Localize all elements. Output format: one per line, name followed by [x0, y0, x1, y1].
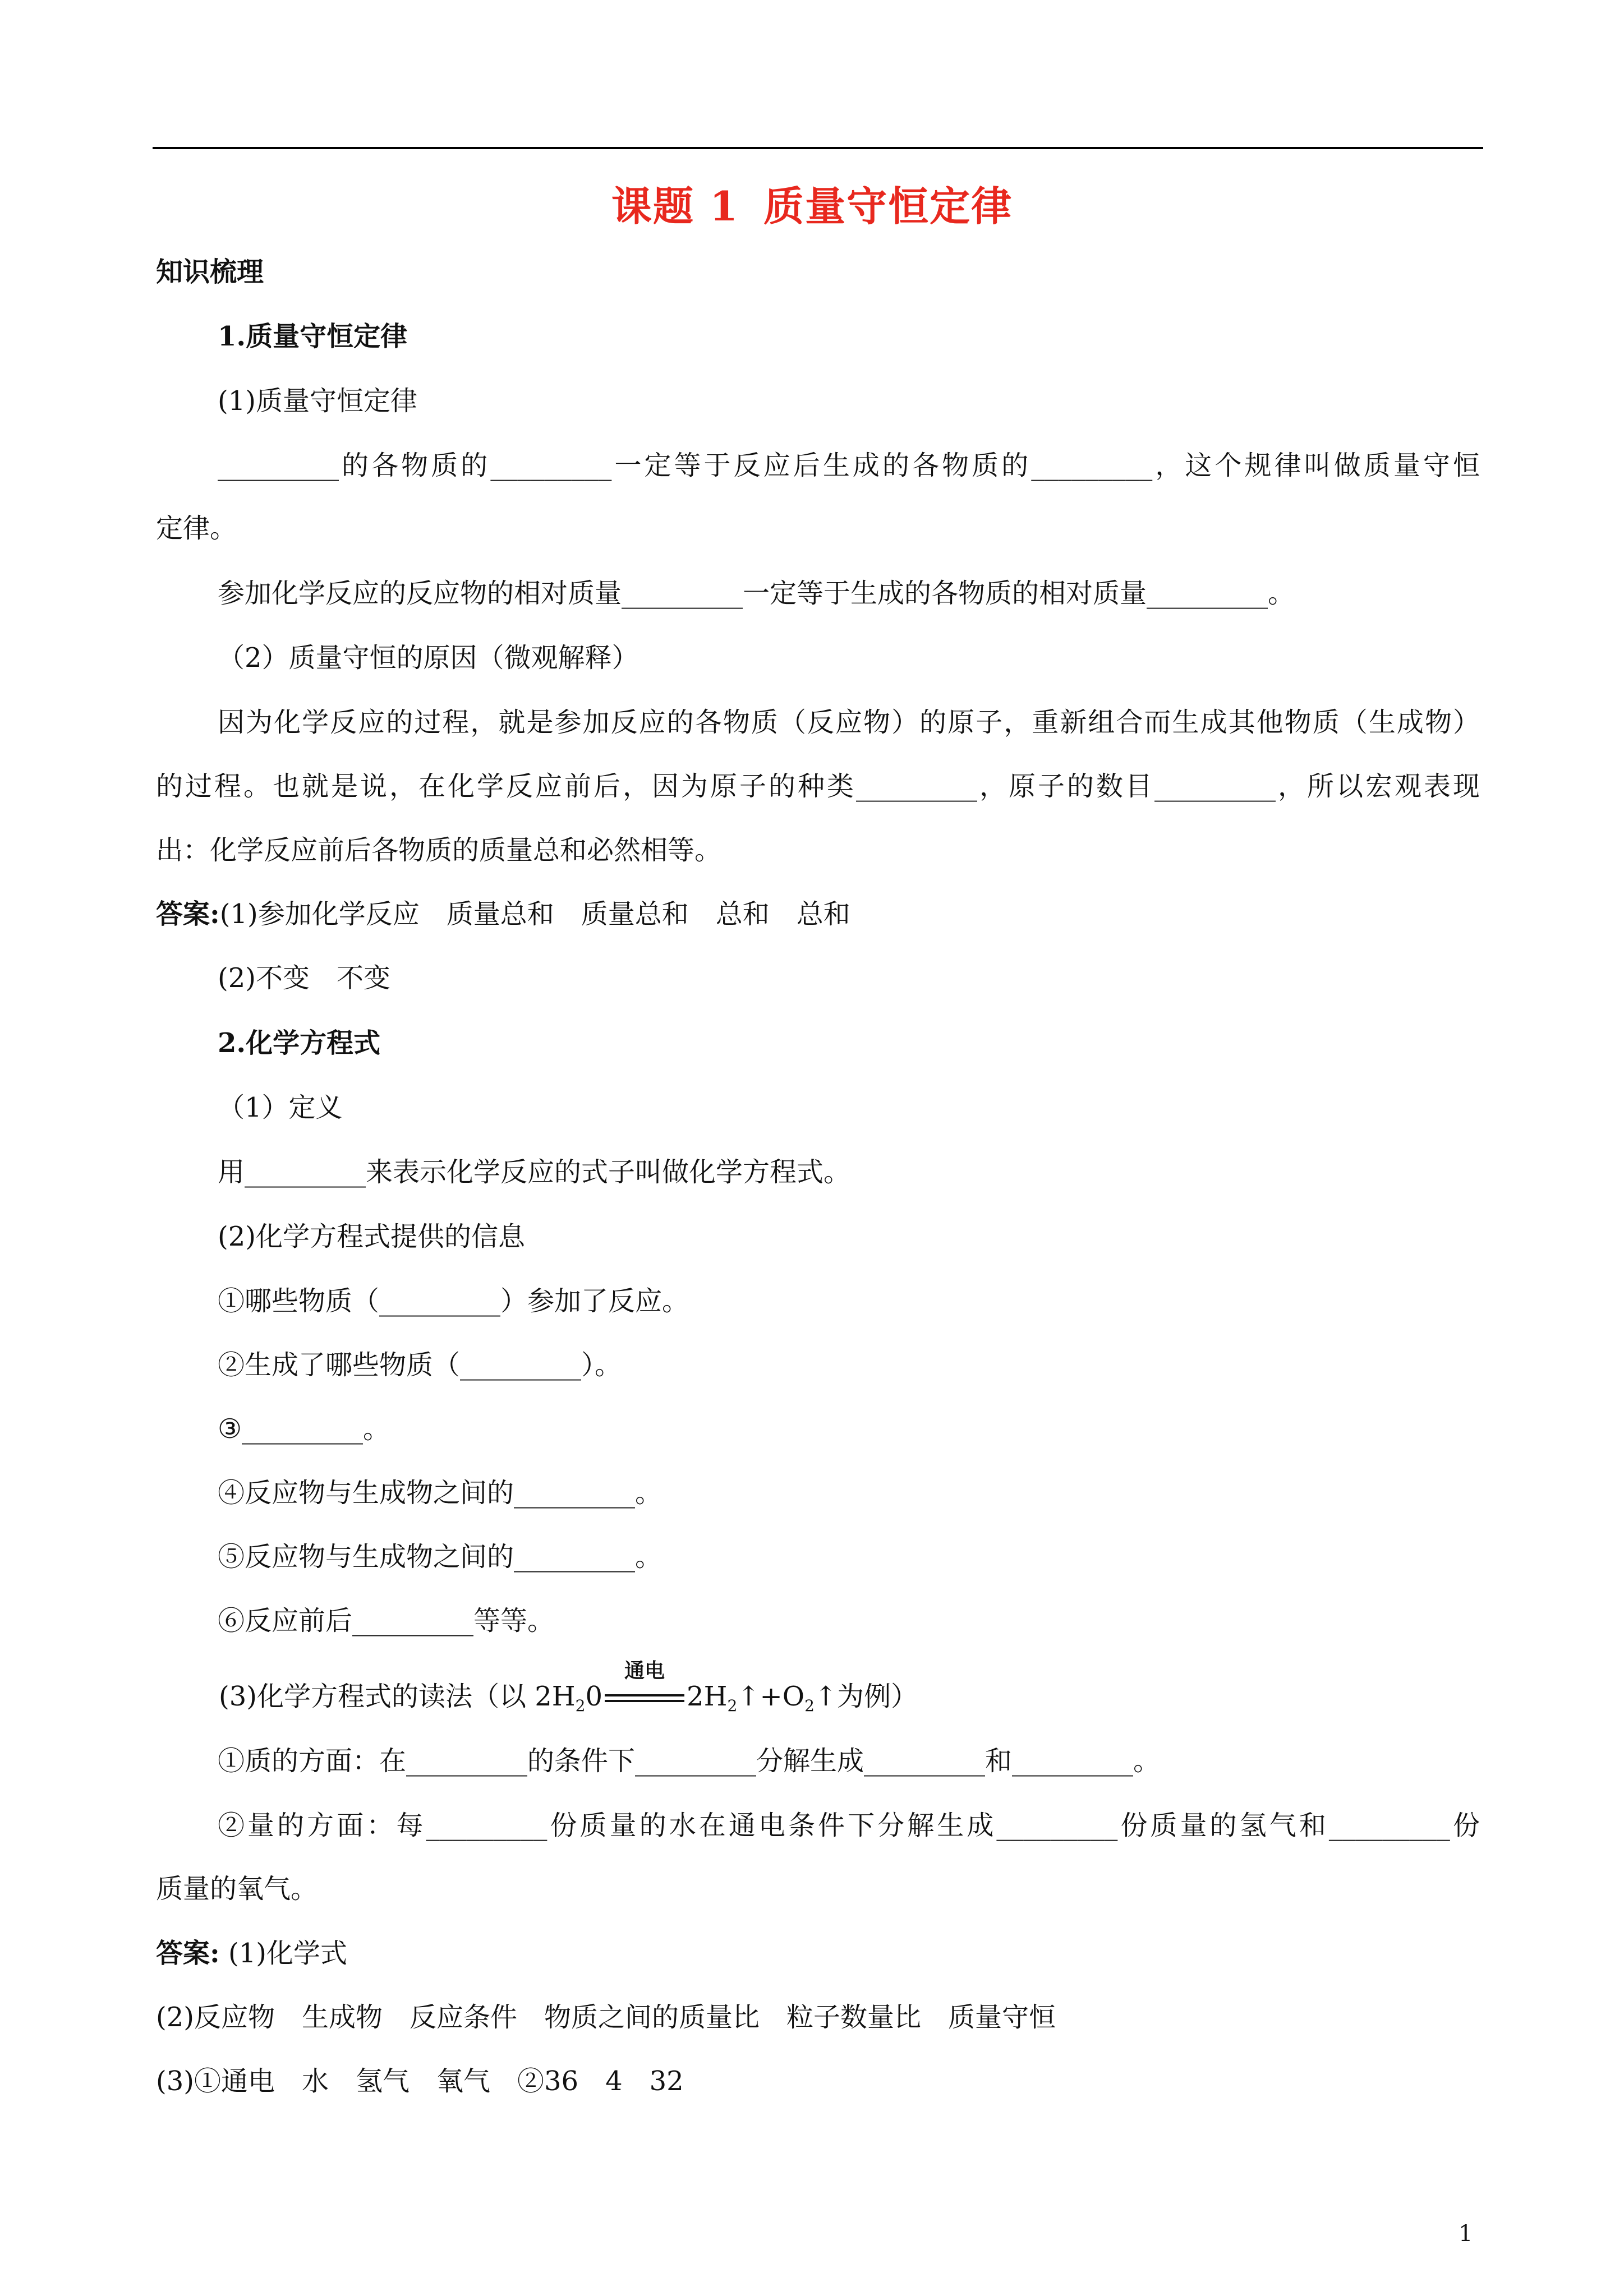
page-title [0, 174, 1624, 232]
reaction-arrow [602, 1659, 687, 1713]
equals-bar-top [605, 1694, 684, 1696]
header-rule [153, 147, 1483, 149]
page-number: 1 [1459, 2221, 1473, 2247]
part1-heading: 1.质量守恒定律 [218, 321, 408, 352]
part2-heading: 2.化学方程式 [218, 1027, 381, 1059]
reading-quantity-line-1: ②量的方面：每_________份质量的水在通电条件下分解生成_________份质量的氢气和_________份 [218, 1810, 1480, 1841]
part1-paragraph-3-line-1: 因为化学反应的过程，就是参加反应的各物质（反应物）的原子，重新组合而生成其他物质（生成物） [218, 707, 1480, 738]
part1-paragraph-3-line-3: 出：化学反应前后各物质的质量总和必然相等。 [156, 835, 722, 866]
equation-text: ↑+O [737, 1681, 805, 1712]
part2-answer-line-1: (1)化学式 [219, 1938, 347, 1969]
info-item: ⑤反应物与生成物之间的_________。 [218, 1541, 663, 1573]
equation-text: 2H [687, 1681, 728, 1712]
part1-paragraph-1-line-1: _________的各物质的_________一定等于反应后生成的各物质的_________，这个规律叫做质量守恒 [218, 450, 1480, 481]
subscript: 2 [575, 1696, 586, 1715]
equation-text: 0 [585, 1681, 603, 1712]
info-item: ③_________。 [218, 1413, 390, 1445]
title-prefix: 课题 1 [611, 182, 739, 230]
reading-quality: ①质的方面：在_________的条件下_________分解生成_________和_________。 [218, 1745, 1161, 1777]
part1-subheading-1: (1)质量守恒定律 [218, 385, 417, 417]
equation-lead: (3)化学方程式的读法（以 2H [219, 1681, 576, 1712]
title-main: 质量守恒定律 [763, 182, 1013, 230]
part2-answer [156, 1937, 347, 1970]
subscript: 2 [804, 1696, 815, 1715]
part1-paragraph-1-line-2: 定律。 [156, 513, 237, 544]
part2-definition: 用_________来表示化学反应的式子叫做化学方程式。 [218, 1156, 851, 1188]
part2-subheading-1: （1）定义 [218, 1092, 343, 1123]
subscript: 2 [727, 1696, 738, 1715]
answer-label: 答案: [156, 898, 220, 930]
part1-subheading-2: （2）质量守恒的原因（微观解释） [218, 642, 639, 674]
answer-label: 答案: [156, 1938, 220, 1969]
part2-subheading-2: (2)化学方程式提供的信息 [218, 1221, 525, 1252]
part1-paragraph-2: 参加化学反应的反应物的相对质量_________一定等于生成的各物质的相对质量_________。 [218, 578, 1295, 609]
info-item: ⑥反应前后_________等等。 [218, 1605, 555, 1636]
equals-bar-bottom [605, 1700, 684, 1702]
equation-tail: ↑为例） [814, 1681, 918, 1712]
info-item: ④反应物与生成物之间的_________。 [218, 1477, 663, 1509]
reading-quantity-line-2: 质量的氧气。 [156, 1873, 318, 1905]
section-heading: 知识梳理 [156, 256, 264, 288]
part1-answer-line-2: (2)不变 不变 [218, 962, 390, 994]
equation-reading-heading [219, 1659, 918, 1723]
part2-answer-line-3: (3)①通电 水 氢气 氧气 ②36 4 32 [156, 2066, 684, 2097]
part1-answer [156, 897, 850, 931]
part1-paragraph-3-line-2: 的过程。也就是说，在化学反应前后，因为原子的种类_________，原子的数目_________，所以宏观表现 [156, 771, 1480, 802]
part2-answer-line-2: (2)反应物 生成物 反应条件 物质之间的质量比 粒子数量比 质量守恒 [156, 2002, 1056, 2033]
info-item: ①哪些物质（_________）参加了反应。 [218, 1285, 689, 1317]
part1-answer-line-1: (1)参加化学反应 质量总和 质量总和 总和 总和 [219, 898, 850, 930]
info-item: ②生成了哪些物质（_________）。 [218, 1349, 622, 1381]
reaction-condition: 通电 [624, 1659, 665, 1682]
